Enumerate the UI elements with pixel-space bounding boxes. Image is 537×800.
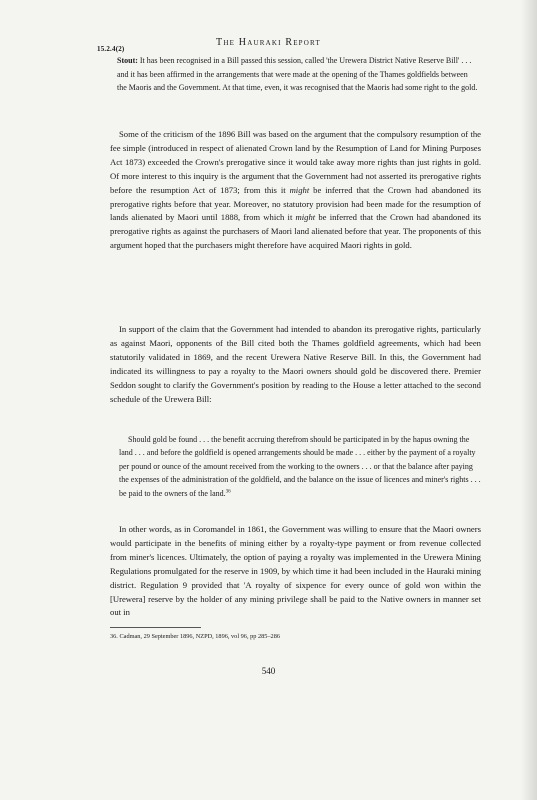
paragraph-2: In support of the claim that the Government had intended to abandon its prerogative rights, particularly as against Maori, opponents of the Bill cited both the Thames goldfield agreements, which had been statutorily validated in 1869, and the recent Urewera Native Reserve Bill. In this, the Government had indicated its willingness to pay a royalty to the Maori owners should gold be discovered there. Premier Seddon sought to clarify the Government's position by reading to the House a letter attached to the second schedule of the Urewera Bill: [110, 324, 481, 404]
running-head-title: The Hauraki Report [216, 37, 321, 48]
block-quote-seddon [119, 433, 483, 500]
page-edge-shadow [521, 0, 537, 800]
quote-text: It has been recognised in a Bill passed this session, called 'the Urewera District Native Reserve Bill' . . . and it has been affirmed in the arrangements that were made at the opening of the Thames goldfields between the Maoris and the Government. At that time, even, it was recognised that the Maoris had some right to the gold. [117, 56, 478, 92]
paragraph-1-italic-1: might [289, 184, 310, 195]
page-number: 540 [261, 666, 276, 676]
footnote-reference: 36 [225, 488, 231, 494]
quote2-text: Should gold be found . . . the benefit accruing therefrom should be participated in by the hapus owning the land . . . and before the goldfield is opened arrangements should be made . . . either by the payment of a royalty per pound or ounce of the amount received from the working to the owners . . . or that the balance after paying the expenses of the administration of the goldfield, and the balance on the issue of licences and miner's rights . . . be paid to the owners of the land. [119, 435, 481, 498]
block-quote-stout [117, 54, 479, 95]
paragraph-3-text: In other words, as in Coromandel in 1861, the Government was willing to ensure that the Maori owners would participate in the benefits of mining either by a royalty-type payment or from revenue collected from miner's licences. Ultimately, the option of paying a royalty was implemented in the Urewera Mining Regulations promulgated for the reserve in 1909, by which time it had been included in the Hauraki mining district. Regulation 9 provided that 'A royalty of sixpence for every ounce of gold won within the [Urewera] reserve by the holder of any mining privilege shall be paid to the Native owners in manner set out in [110, 524, 481, 618]
paragraph-1-part1: Some of the criticism of the 1896 Bill was based on the argument that the compulsory resumption of the fee simple (introduced in respect of alienated Crown land by the Resumption of Land for Mining Purposes Act 1873) exceeded the Crown's prerogative since it would take away more rights than just rights in gold. Of more interest to this inquiry is the argument that the Government had not asserted its prerogative rights before the resumption Act of 1873; from this it [110, 129, 481, 195]
paragraph-1-italic-2: might [295, 212, 316, 223]
paragraph-3 [110, 523, 481, 620]
paragraph-1-part3: be inferred that the Crown had abandoned its prerogative rights as against the purchasers of Maori land alienated before that year. The proponents of this argument hoped that the purchasers might therefore have acquired Maori rights in gold. [110, 212, 481, 251]
footnote-divider [110, 627, 201, 628]
section-number: 15.2.4(2) [97, 45, 125, 53]
paragraph-1 [110, 128, 481, 253]
running-head [0, 37, 537, 48]
paragraph-1-part2: be inferred that the Crown had abandoned its prerogative rights before that year. Moreover, no statutory provision had been made for the resumption of lands alienated by Maori until 1888, from which it [110, 184, 481, 223]
quote-speaker: Stout: [117, 56, 138, 65]
footnote-36: 36. Cadman, 29 September 1896, NZPD, 1896, vol 96, pp 285–286 [110, 633, 281, 640]
